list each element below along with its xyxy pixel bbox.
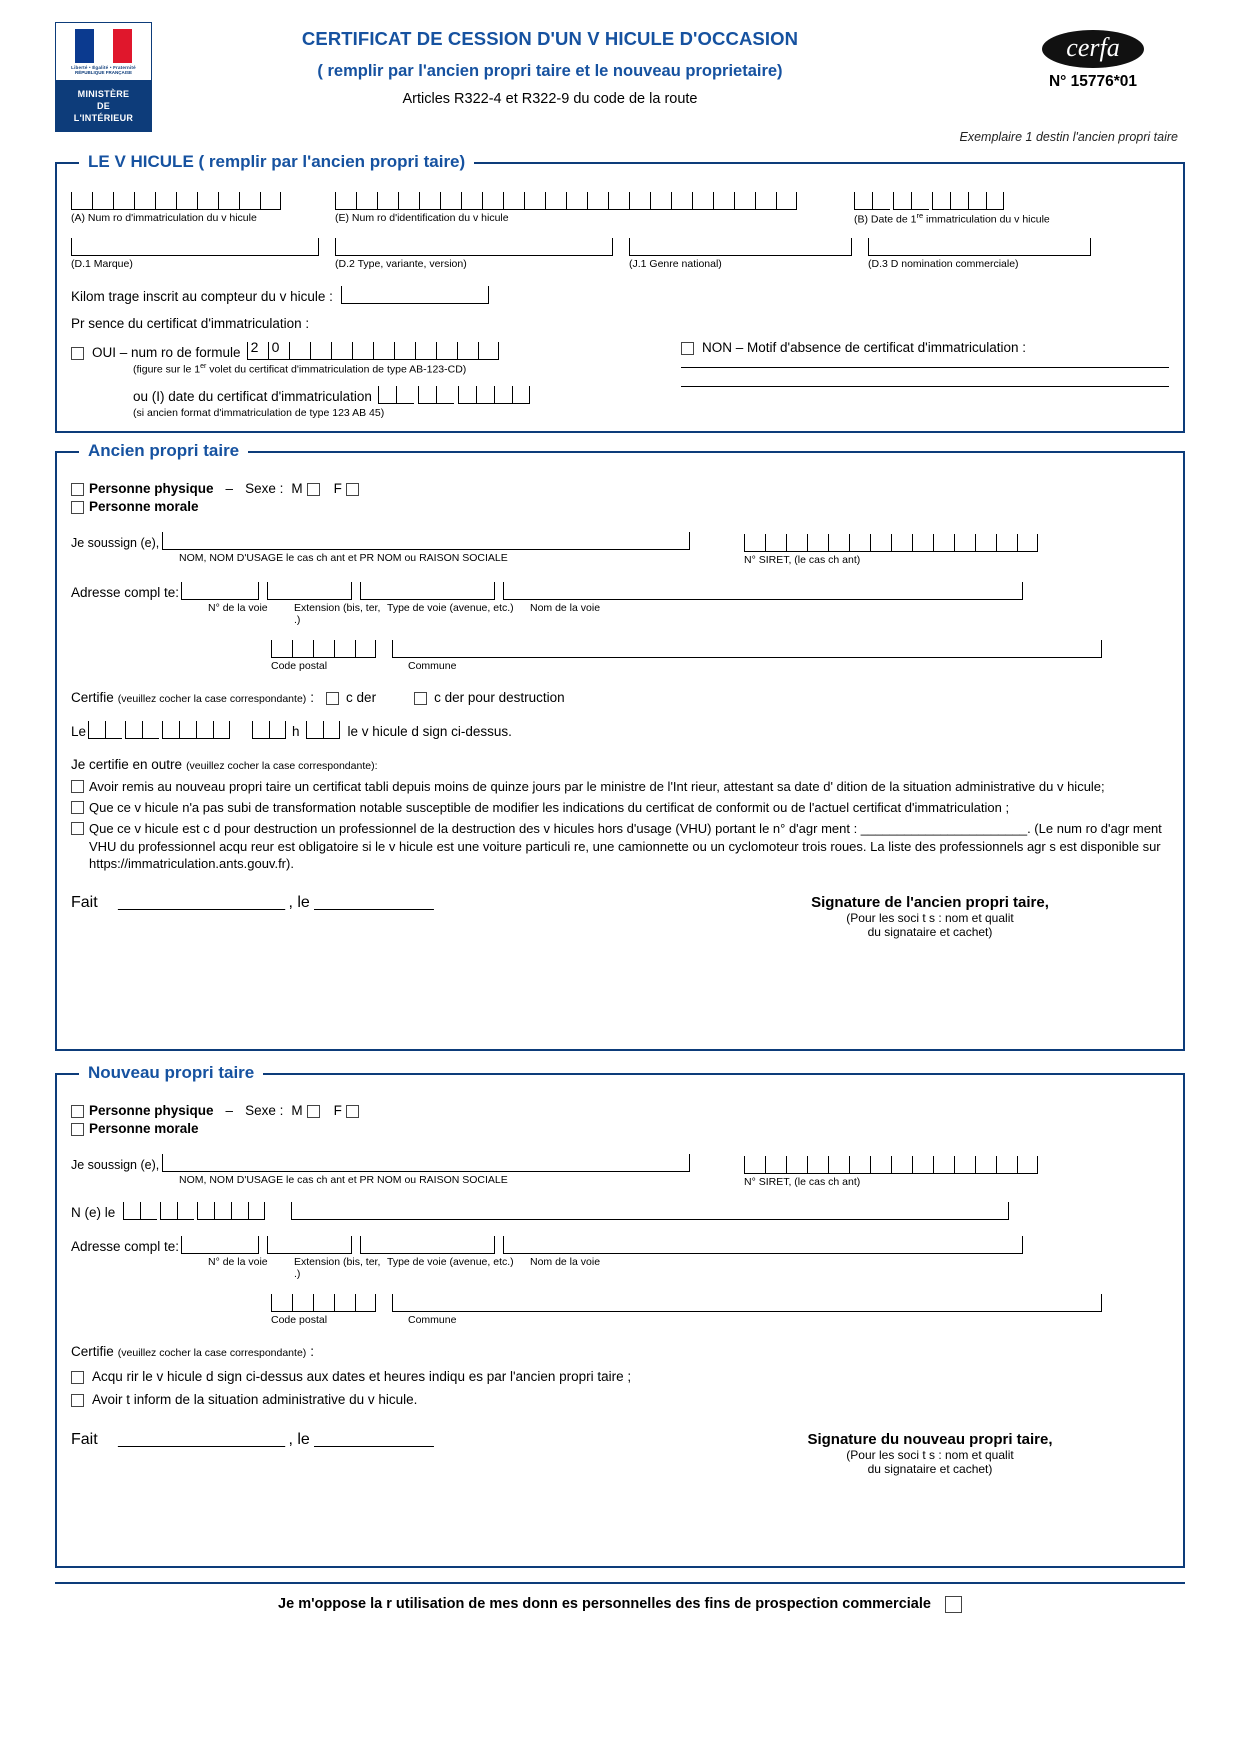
type-variant-input[interactable] (335, 238, 613, 256)
new-owner-street-name-input[interactable] (503, 1236, 1023, 1254)
certificate-date-input[interactable] (378, 384, 530, 404)
old-owner-signature-title: Signature de l'ancien propri taire, (811, 893, 1049, 911)
old-owner-fait-row[interactable] (71, 894, 691, 912)
old-owner-certify-item-2[interactable] (71, 799, 1169, 816)
vin-label: (E) Num ro d'identification du v hicule (335, 212, 509, 224)
old-owner-personne-morale-checkbox[interactable] (71, 501, 84, 514)
new-owner-certifie-colon: : (310, 1343, 315, 1359)
new-owner-birth-place-input[interactable] (291, 1202, 1009, 1220)
old-owner-transfer-date-input[interactable] (88, 719, 230, 739)
old-owner-transfer-datetime-row[interactable] (71, 719, 1169, 739)
old-owner-le-label: Le (71, 724, 87, 740)
old-owner-signature-sub-2: du signataire et cachet) (867, 924, 993, 939)
new-owner-signature-sub-1: (Pour les soci t s : nom et qualit (846, 1447, 1014, 1462)
section-old-owner (55, 441, 1185, 1051)
ministry-line-3: L'INTÉRIEUR (73, 113, 134, 124)
field-kilometrage[interactable] (71, 286, 1169, 304)
new-owner-certify-item-1-label: Acqu rir le v hicule d sign ci-dessus aux dates et heures indiqu es par l'ancien propri taire ; (92, 1368, 632, 1384)
old-owner-name-input[interactable] (162, 532, 690, 550)
old-owner-extension-caption: Extension (bis, ter, .) (294, 602, 381, 627)
new-owner-certify-item-2-checkbox[interactable] (71, 1394, 84, 1407)
new-owner-fait-row[interactable] (71, 1431, 691, 1449)
section-new-owner (55, 1062, 1185, 1568)
new-owner-birth-row[interactable] (71, 1200, 1169, 1220)
formula-prefill-digit-1: 2 (247, 342, 268, 360)
new-owner-certify-item-2[interactable] (71, 1392, 1169, 1407)
new-owner-birth-label: N (e) le (71, 1204, 116, 1220)
old-owner-address-label: Adresse compl te: (71, 585, 180, 601)
new-owner-address-row[interactable] (71, 1236, 1169, 1254)
old-owner-street-number-input[interactable] (181, 582, 259, 600)
new-owner-personne-morale-checkbox[interactable] (71, 1123, 84, 1136)
new-owner-sexe-m-checkbox[interactable] (307, 1105, 320, 1118)
old-owner-fait-le-word: , le (288, 893, 310, 911)
field-type-variant[interactable] (335, 238, 615, 270)
old-owner-personne-morale-label: Personne morale (89, 499, 199, 515)
commercial-name-label: (D.3 D nomination commerciale) (868, 257, 1019, 270)
new-owner-certifie-note: (veuillez cocher la case correspondante) (117, 1346, 307, 1359)
old-owner-name-caption: NOM, NOM D'USAGE le cas ch ant et PR NOM ou RAISON SOCIALE (179, 552, 508, 565)
certificate-oui-label: OUI – num ro de formule (92, 344, 241, 360)
new-owner-name-field[interactable] (71, 1154, 726, 1186)
new-owner-name-input[interactable] (162, 1154, 690, 1172)
non-motif-line-2[interactable] (681, 386, 1169, 387)
old-owner-sexe-label: Sexe : (245, 481, 284, 497)
ministry-line-2: DE (96, 100, 111, 111)
old-owner-outre-row (71, 757, 1169, 772)
field-commercial-name[interactable] (868, 238, 1093, 270)
old-owner-certify-item-3-label: Que ce v hicule est c d pour destruction un professionnel de la destruction des v hicules hors d'usage (VHU) portant le n° d'agr ment : _______________________. (Le num ro d'agr ment VHU du professionnel acqu reur est obligatoire si le v hicule est une voiture particuli re, une camionnette ou un cyclomoteur trois roues. La liste des professionnels agr s est disponible sur https://immatriculation.ants.gouv.fr). (89, 821, 1162, 871)
old-owner-h-label: h (292, 724, 300, 740)
old-owner-street-type-input[interactable] (360, 582, 495, 600)
flag-republic-label: RÉPUBLIQUE FRANÇAISE (74, 69, 132, 75)
new-owner-postal-code-caption: Code postal (271, 1313, 328, 1326)
page-title: CERTIFICAT DE CESSION D'UN V HICULE D'OCCASION (301, 28, 799, 49)
national-genre-input[interactable] (629, 238, 852, 256)
old-owner-postal-row[interactable] (271, 638, 1169, 658)
old-owner-person-type-moral-row[interactable] (71, 499, 1169, 514)
new-owner-soussigne-label: Je soussign (e), (71, 1157, 160, 1172)
brand-input[interactable] (71, 238, 319, 256)
old-owner-fait-date-input[interactable]: _______________ (314, 893, 433, 911)
new-owner-commune-caption: Commune (408, 1313, 457, 1326)
header-titles (200, 28, 900, 107)
old-owner-siret-input[interactable] (744, 532, 1038, 552)
first-registration-date-input[interactable] (854, 190, 1069, 210)
old-owner-certifie-label: Certifie (71, 690, 114, 706)
new-owner-siret-caption: N° SIRET, (le cas ch ant) (744, 1175, 861, 1188)
old-owner-certify-item-3[interactable] (71, 820, 1169, 871)
old-owner-certifie-note: (veuillez cocher la case correspondante) (117, 693, 307, 706)
non-motif-line-1[interactable] (681, 367, 1169, 368)
old-owner-sexe-f-checkbox[interactable] (346, 483, 359, 496)
old-owner-outre-note: (veuillez cocher la case correspondante): (186, 760, 378, 773)
ministry-line-1: MINISTÈRE (77, 88, 130, 99)
new-owner-personne-morale-label: Personne morale (89, 1120, 199, 1136)
new-owner-signature-sub-2: du signataire et cachet) (867, 1461, 993, 1476)
new-owner-postal-row[interactable] (271, 1292, 1169, 1312)
certificate-date-label: ou (I) date du certificat d'immatriculation (133, 389, 372, 405)
new-owner-siret-field[interactable] (744, 1154, 1038, 1188)
kilometrage-label: Kilom trage inscrit au compteur du v hicule : (71, 288, 333, 304)
new-owner-personne-physique-checkbox[interactable] (71, 1105, 84, 1118)
new-owner-sexe-m-label: M (291, 1102, 303, 1118)
section-old-owner-legend: Ancien propri taire (79, 441, 248, 461)
old-owner-postal-code-caption: Code postal (271, 660, 328, 673)
exemplaire-note: Exemplaire 1 destin l'ancien propri taire (959, 130, 1178, 144)
new-owner-person-type-moral-row[interactable] (71, 1121, 1169, 1136)
old-owner-siret-field[interactable] (744, 532, 1038, 566)
old-owner-certifie-row[interactable] (71, 690, 1169, 705)
ministry-logo (55, 22, 152, 132)
certificate-non-row[interactable] (681, 340, 1169, 355)
old-owner-certify-item-2-label: Que ce v hicule n'a pas subi de transformation notable susceptible de modifier les indications du certificat de conformit ou de l'actuel certificat d'immatriculation ; (89, 800, 1010, 816)
commercial-name-input[interactable] (868, 238, 1091, 256)
certificate-date-note: (si ancien format d'immatriculation de type 123 AB 45) (133, 407, 385, 420)
old-owner-person-type-physical-row[interactable] (71, 481, 1169, 496)
old-owner-transfer-minute-input[interactable] (306, 719, 340, 739)
new-owner-dash: – (225, 1102, 234, 1118)
old-owner-fait-place-input[interactable]: _____________________ (118, 893, 284, 911)
old-owner-address-row[interactable] (71, 582, 1169, 600)
new-owner-signature-block[interactable] (691, 1431, 1169, 1476)
type-variant-label: (D.2 Type, variante, version) (335, 257, 467, 270)
section-new-owner-legend: Nouveau propri taire (79, 1063, 263, 1083)
certificate-presence-label: Pr sence du certificat d'immatriculation : (71, 315, 310, 331)
brand-label: (D.1 Marque) (71, 257, 133, 270)
old-owner-ceder-destruction-label: c der pour destruction (434, 690, 565, 706)
new-owner-certify-item-1-checkbox[interactable] (71, 1371, 84, 1384)
new-owner-street-number-caption: N° de la voie (208, 1255, 268, 1268)
old-owner-signature-block[interactable] (691, 894, 1169, 939)
opposition-checkbox[interactable] (945, 1596, 962, 1613)
new-owner-street-number-input[interactable] (181, 1236, 259, 1254)
old-owner-transfer-tail-label: le v hicule d sign ci-dessus. (347, 724, 512, 740)
section-vehicle-legend: LE V HICULE ( remplir par l'ancien propri taire) (79, 152, 474, 172)
old-owner-transfer-hour-input[interactable] (252, 719, 286, 739)
new-owner-sexe-f-checkbox[interactable] (346, 1105, 359, 1118)
ministry-name (56, 81, 151, 131)
new-owner-birth-date-input[interactable] (123, 1200, 265, 1220)
kilometrage-input[interactable] (341, 286, 489, 304)
old-owner-signature-sub-1: (Pour les soci t s : nom et qualit (846, 910, 1014, 925)
new-owner-certify-item-2-label: Avoir t inform de la situation administrative du v hicule. (92, 1391, 418, 1407)
old-owner-name-field[interactable] (71, 532, 726, 564)
new-owner-fait-label: Fait (71, 1430, 98, 1448)
certificate-non-checkbox[interactable] (681, 342, 694, 355)
new-owner-certify-item-1[interactable] (71, 1369, 1169, 1384)
old-owner-outre-label: Je certifie en outre (71, 757, 183, 773)
first-registration-date-label: (B) Date de 1re immatriculation du v hicule (854, 211, 1050, 226)
old-owner-commune-input[interactable] (392, 640, 1102, 658)
field-registration-number[interactable] (71, 190, 321, 224)
old-owner-ceder-checkbox[interactable] (326, 692, 339, 705)
new-owner-street-type-input[interactable] (360, 1236, 495, 1254)
old-owner-sexe-f-label: F (333, 481, 342, 497)
french-flag-icon (56, 23, 151, 81)
new-owner-fait-le-word: , le (288, 1430, 310, 1448)
new-owner-postal-code-input[interactable] (271, 1292, 376, 1312)
old-owner-street-name-input[interactable] (503, 582, 1023, 600)
old-owner-street-name-caption: Nom de la voie (530, 602, 601, 615)
old-owner-certify-item-2-checkbox[interactable] (71, 801, 84, 814)
new-owner-extension-input[interactable] (267, 1236, 352, 1254)
old-owner-fait-label: Fait (71, 893, 98, 911)
legal-articles: Articles R322-4 et R322-9 du code de la route (402, 91, 698, 107)
field-national-genre[interactable] (629, 238, 854, 270)
new-owner-fait-place-input[interactable]: _____________________ (118, 1430, 284, 1448)
new-owner-address-label: Adresse compl te: (71, 1238, 180, 1254)
old-owner-postal-code-input[interactable] (271, 638, 376, 658)
new-owner-sexe-label: Sexe : (245, 1102, 284, 1118)
cerfa-logo: cerfa (1042, 30, 1143, 68)
new-owner-street-name-caption: Nom de la voie (530, 1255, 601, 1268)
new-owner-certifie-label: Certifie (71, 1343, 114, 1359)
formula-number-input[interactable] (247, 340, 499, 360)
field-first-registration-date[interactable] (854, 190, 1069, 226)
certificate-oui-checkbox[interactable] (71, 347, 84, 360)
opposition-label: Je m'oppose la r utilisation de mes donn es personnelles des fins de prospection commerciale (278, 1596, 931, 1613)
new-owner-sexe-f-label: F (333, 1102, 342, 1118)
old-owner-certifie-colon: : (310, 690, 315, 706)
section-vehicle (55, 152, 1185, 433)
new-owner-name-caption: NOM, NOM D'USAGE le cas ch ant et PR NOM ou RAISON SOCIALE (179, 1173, 508, 1186)
certificate-date-row[interactable] (133, 384, 671, 404)
new-owner-street-type-caption: Type de voie (avenue, etc.) (387, 1255, 514, 1268)
certificate-oui-row[interactable] (71, 340, 671, 360)
new-owner-person-type-physical-row[interactable] (71, 1103, 1169, 1118)
form-header (0, 0, 1240, 150)
formula-note: (figure sur le 1er volet du certificat d'immatriculation de type AB-123-CD) (133, 362, 467, 376)
old-owner-siret-caption: N° SIRET, (le cas ch ant) (744, 554, 861, 567)
old-owner-ceder-destruction-checkbox[interactable] (414, 692, 427, 705)
old-owner-personne-physique-label: Personne physique (89, 481, 214, 497)
old-owner-certify-item-1[interactable] (71, 778, 1169, 795)
certificate-non-label: NON – Motif d'absence de certificat d'immatriculation : (702, 339, 1027, 355)
old-owner-sexe-m-label: M (291, 481, 303, 497)
old-owner-ceder-label: c der (346, 690, 377, 706)
new-owner-fait-date-input[interactable]: _______________ (314, 1430, 433, 1448)
registration-number-input[interactable] (71, 190, 321, 210)
old-owner-commune-caption: Commune (408, 660, 457, 673)
field-vin[interactable] (335, 190, 840, 224)
new-owner-personne-physique-label: Personne physique (89, 1102, 214, 1118)
opposition-bar[interactable] (55, 1582, 1185, 1613)
vin-input[interactable] (335, 190, 840, 210)
old-owner-extension-input[interactable] (267, 582, 352, 600)
page-subtitle: ( remplir par l'ancien propri taire et le nouveau proprietaire) (317, 62, 783, 80)
cerfa-badge (1008, 30, 1178, 91)
old-owner-certify-item-1-label: Avoir remis au nouveau propri taire un certificat tabli depuis moins de quinze jours par le ministre de l'Int rieur, attestant sa date d' dition de la situation administrative du v hicule; (89, 779, 1105, 795)
new-owner-commune-input[interactable] (392, 1294, 1102, 1312)
registration-number-label: (A) Num ro d'immatriculation du v hicule (71, 212, 257, 224)
old-owner-personne-physique-checkbox[interactable] (71, 483, 84, 496)
cerfa-number: N° 15776*01 (1048, 73, 1138, 90)
old-owner-soussigne-label: Je soussign (e), (71, 536, 160, 551)
flag-motto: Liberté • Égalité • Fraternité (71, 64, 136, 70)
national-genre-label: (J.1 Genre national) (629, 257, 722, 270)
field-brand[interactable] (71, 238, 321, 270)
old-owner-certify-item-1-checkbox[interactable] (71, 780, 84, 793)
old-owner-certify-item-3-checkbox[interactable] (71, 822, 84, 835)
new-owner-certifie-row (71, 1344, 1169, 1359)
formula-prefill-digit-2: 0 (268, 342, 289, 360)
old-owner-street-type-caption: Type de voie (avenue, etc.) (387, 602, 514, 615)
old-owner-street-number-caption: N° de la voie (208, 602, 268, 615)
new-owner-extension-caption: Extension (bis, ter, .) (294, 1255, 381, 1280)
old-owner-sexe-m-checkbox[interactable] (307, 483, 320, 496)
new-owner-siret-input[interactable] (744, 1154, 1038, 1174)
old-owner-dash: – (225, 481, 234, 497)
new-owner-signature-title: Signature du nouveau propri taire, (807, 1430, 1053, 1448)
